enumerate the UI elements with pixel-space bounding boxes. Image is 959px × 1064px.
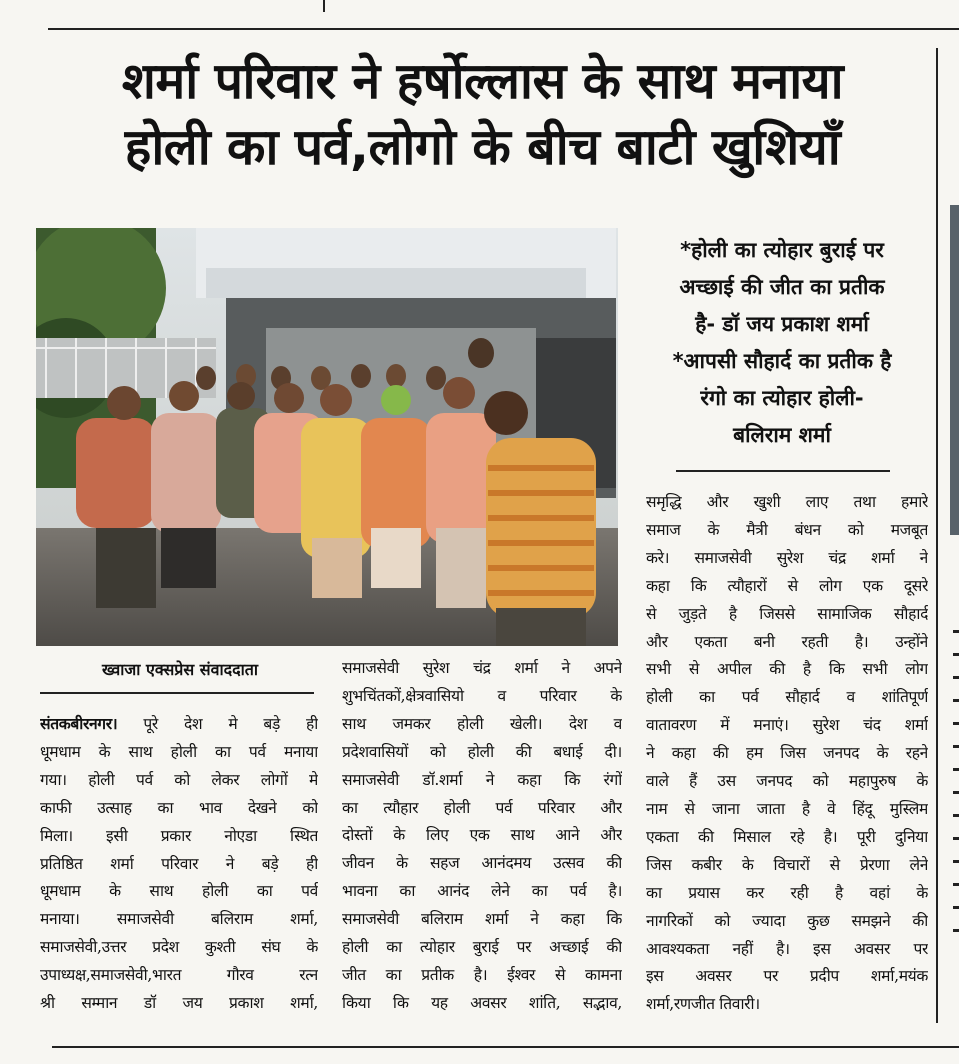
body-line: प्रतिष्ठित शर्मा परिवार ने बड़े ही [40,854,318,873]
deck-line: है- डॉ जय प्रकाश शर्मा [695,312,869,336]
body-line: मिला। इसी प्रकार नोएडा स्थित [40,826,318,845]
byline-rule [40,692,314,694]
top-column-divider [323,0,325,12]
body-line: धूमधाम के साथ होली का पर्व [40,882,318,901]
body-line: जीत का प्रतीक है। ईश्वर से कामना [342,965,622,984]
adjacent-article-photo-edge [950,205,959,535]
deck-line: *आपसी सौहार्द का प्रतीक है [672,349,892,373]
sub-headline-deck [632,232,932,454]
deck-line: बलिराम शर्मा [733,423,831,447]
body-line: समाजसेवी बलिराम शर्मा ने कहा कि [342,910,622,929]
column-rule-right [936,48,938,1023]
body-line: ने कहा की हम जिस जनपद के रहने [646,744,928,763]
body-line: समाज के मैत्री बंधन को मजबूत [646,520,928,539]
body-line: आवश्यकता नहीं है। इस अवसर पर [646,939,928,958]
deck-line: अच्छाई की जीत का प्रतीक [679,275,885,299]
body-line: किया कि यह अवसर शांति, सद्भाव, [342,993,622,1012]
body-line: शर्मा,रणजीत तिवारी। [646,995,760,1014]
deck-line: रंगो का त्योहार होली- [700,386,864,410]
body-line: का त्यौहार होली पर्व परिवार और [342,798,622,817]
body-line: भावना का आनंद लेने का पर्व है। [342,882,622,901]
body-line: समाजसेवी सुरेश चंद्र शर्मा ने अपने [342,659,622,677]
body-line: गया। होली पर्व को लेकर लोगों मे [40,770,318,789]
body-line: नागरिकों को ज्यादा कुछ समझने की [646,911,928,930]
deck-rule [676,470,890,472]
body-column-1 [40,710,318,1018]
deck-line: *होली का त्योहार बुराई पर [680,238,884,262]
body-column-3 [646,489,928,1019]
previous-page-fragment [0,0,959,14]
dateline: संतकबीरनगर। [40,714,118,733]
headline-line-2: होली का पर्व,लोगो के बीच बाटी खुशियाँ [124,118,841,176]
body-line: इस अवसर पर प्रदीप शर्मा,मयंक [646,967,928,986]
holi-group-photo [36,228,618,646]
body-line: काफी उत्साह का भाव देखने को [40,798,318,817]
body-line: समृद्धि और खुशी लाए तथा हमारे [646,493,928,511]
body-line: समाजसेवी डॉ.शर्मा ने कहा कि रंगों [342,770,622,789]
body-line-rest: पूरे देश मे बड़े ही [117,715,318,733]
body-line: धूमधाम के साथ होली का पर्व मनाया [40,742,318,761]
body-line: का प्रयास कर रही है वहां के [646,883,928,902]
body-line: प्रदेशवासियों को होली की बधाई दी। [342,742,622,761]
body-line: जीवन के सहज आनंदमय उत्सव की [342,854,622,873]
body-column-2 [342,655,622,1018]
body-line: मनाया। समाजसेवी बलिराम शर्मा, [40,910,318,929]
body-line: होली का त्योहार बुराई पर अच्छाई की [342,938,622,957]
body-line: दोस्तों के लिए एक साथ आने और [342,826,622,845]
byline: ख्वाजा एक्सप्रेस संवाददाता [101,660,259,679]
body-line: श्री सम्मान डॉ जय प्रकाश शर्मा, [40,994,318,1013]
body-line: कहा कि त्यौहारों से लोग एक दूसरे [646,576,928,595]
body-line [40,710,318,739]
headline-line-1: शर्मा परिवार ने हर्षोल्लास के साथ मनाया [121,52,844,110]
body-line: जिस कबीर के विचारों से प्रेरणा लेने [646,855,928,874]
footer-rule [52,1046,959,1048]
body-line: उपाध्यक्ष,समाजसेवी,भारत गौरव रत्न [40,966,318,985]
body-line: शुभचिंतकों,क्षेत्रवासियो व परिवार के [342,686,622,705]
adjacent-article-text-edge [950,630,959,1030]
photo-illustration [36,228,618,646]
body-line: करे। समाजसेवी सुरेश चंद्र शर्मा ने [646,548,928,567]
body-line: होली का पर्व सौहार्द व शांतिपूर्ण [646,688,928,707]
header-rule [48,28,959,30]
body-line: नाम से जाना जाता है वे हिंदू मुस्लिम [646,799,928,818]
body-line: एकता की मिसाल रहे है। पूरी दुनिया [646,827,928,846]
headline [30,48,935,180]
body-line: सभी से अपील की है कि सभी लोग [646,660,928,679]
body-line: वातावरण में मनाएं। सुरेश चंद शर्मा [646,716,928,735]
body-line: समाजसेवी,उत्तर प्रदेश कुश्ती संघ के [40,938,318,957]
body-line: साथ जमकर होली खेली। देश व [342,714,622,733]
body-line: से जुड़ते है जिससे सामाजिक सौहार्द [646,604,928,623]
body-line: और एकता बनी रहती है। उन्होंने [646,632,928,651]
body-line: वाले हैं उस जनपद को महापुरुष के [646,772,928,791]
